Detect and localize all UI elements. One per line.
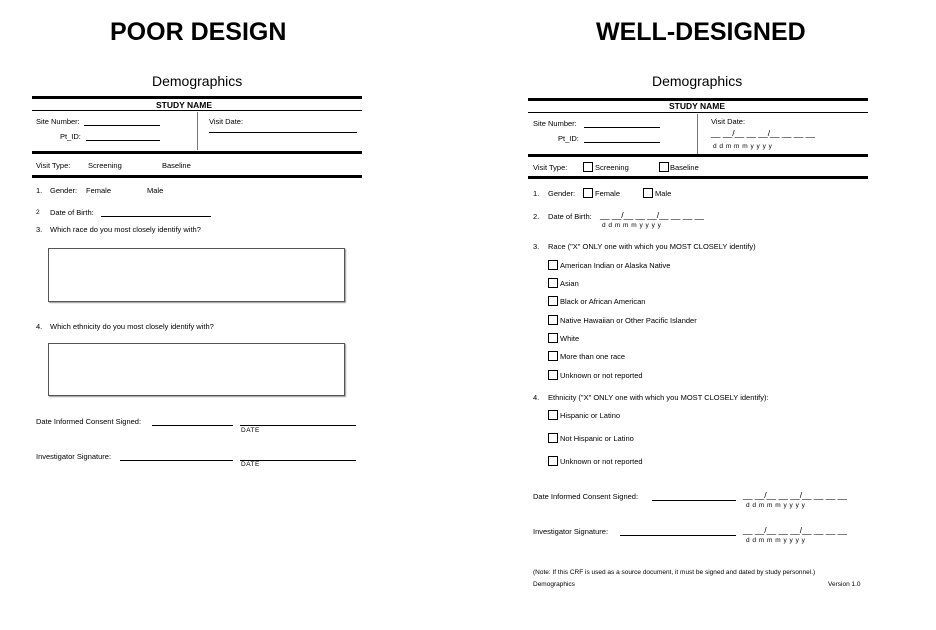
good-ethnicity-option: Unknown or not reported (560, 457, 643, 466)
poor-study-rule (32, 110, 362, 111)
good-design-heading: WELL-DESIGNED (596, 18, 806, 46)
good-q3-label: Race ("X" ONLY one with which you MOST CLOSELY identify) (548, 242, 756, 251)
good-consent-label: Date Informed Consent Signed: (533, 492, 639, 501)
poor-visit-date-label: Visit Date: (209, 117, 244, 126)
good-race-option: More than one race (560, 352, 626, 361)
good-visit-type-screening: Screening (595, 163, 629, 172)
good-ethnicity-checkbox[interactable] (548, 456, 558, 466)
poor-q2-label: Date of Birth: (50, 208, 94, 217)
good-study-rule (528, 112, 868, 113)
good-source-note: (Note: If this CRF is used as a source document, it must be signed and dated by study personnel.) (533, 569, 816, 576)
poor-investigator-date-caption: DATE (241, 461, 260, 468)
good-baseline-checkbox[interactable] (659, 162, 669, 172)
good-gender-male: Male (655, 189, 672, 198)
poor-ethnicity-textbox[interactable] (48, 343, 345, 396)
good-race-checkbox[interactable] (548, 315, 558, 325)
good-study-name: STUDY NAME (669, 101, 726, 111)
good-race-option: American Indian or Alaska Native (560, 261, 671, 270)
poor-consent-label: Date Informed Consent Signed: (36, 417, 142, 426)
good-ethnicity-checkbox[interactable] (548, 410, 558, 420)
good-race-option: Native Hawaiian or Other Pacific Islander (560, 316, 697, 325)
good-race-checkbox[interactable] (548, 296, 558, 306)
good-race-option: Asian (560, 279, 579, 288)
good-q2-number: 2. (533, 212, 540, 221)
poor-q1-label: Gender: (50, 186, 78, 195)
poor-q4-label: Which ethnicity do you most closely identify with? (50, 322, 214, 331)
good-visit-type-rule (528, 176, 868, 179)
good-header-divider (697, 114, 698, 154)
poor-visit-date-field[interactable] (209, 132, 357, 133)
good-site-number-field[interactable] (584, 127, 660, 128)
poor-top-rule (32, 96, 362, 99)
poor-investigator-label: Investigator Signature: (36, 452, 112, 461)
poor-investigator-field[interactable] (120, 460, 233, 461)
good-form-title: Demographics (652, 73, 743, 89)
good-consent-date-caption: d d m m m y y y y (746, 502, 806, 509)
poor-pt-id-field[interactable] (86, 140, 160, 141)
poor-q2-number: 2 (36, 209, 41, 216)
poor-gender-female[interactable]: Female (86, 186, 112, 195)
good-visit-date-field[interactable]: __ __/__ __ __/__ __ __ __ (711, 128, 815, 138)
good-footer-right: Version 1.0 (828, 581, 861, 588)
poor-pt-id-label: Pt_ID: (60, 132, 81, 141)
poor-gender-male[interactable]: Male (147, 186, 164, 195)
good-visit-date-caption: d d m m m y y y y (713, 143, 773, 150)
good-q3-number: 3. (533, 242, 540, 251)
poor-site-number-field[interactable] (84, 125, 160, 126)
good-investigator-label: Investigator Signature: (533, 527, 609, 536)
good-visit-type-label: Visit Type: (533, 163, 568, 172)
poor-q1-number: 1. (36, 186, 43, 195)
poor-visit-type-rule (32, 175, 362, 178)
poor-consent-date-field[interactable] (240, 425, 356, 426)
poor-q3-number: 3. (36, 225, 43, 234)
good-investigator-field[interactable] (620, 535, 736, 536)
good-gender-female-checkbox[interactable] (583, 188, 593, 198)
good-footer-left: Demographics (533, 581, 575, 588)
good-investigator-date-field[interactable]: __ __/__ __ __/__ __ __ __ (743, 525, 847, 535)
poor-consent-date-caption: DATE (241, 427, 260, 434)
good-consent-field[interactable] (652, 500, 736, 501)
poor-consent-field[interactable] (152, 425, 233, 426)
good-race-checkbox[interactable] (548, 278, 558, 288)
good-pt-id-field[interactable] (584, 142, 660, 143)
good-race-option: White (560, 334, 580, 343)
good-gender-female: Female (595, 189, 621, 198)
poor-site-number-label: Site Number: (36, 117, 80, 126)
good-race-option: Unknown or not reported (560, 371, 643, 380)
good-q2-label: Date of Birth: (548, 212, 592, 221)
good-gender-male-checkbox[interactable] (643, 188, 653, 198)
good-race-checkbox[interactable] (548, 260, 558, 270)
good-q1-number: 1. (533, 189, 540, 198)
good-pt-id-label: Pt_ID: (558, 134, 579, 143)
good-site-number-label: Site Number: (533, 119, 577, 128)
poor-q4-number: 4. (36, 322, 43, 331)
poor-visit-type-screening[interactable]: Screening (88, 161, 122, 170)
poor-race-textbox[interactable] (48, 248, 345, 302)
good-q4-label: Ethnicity ("X" ONLY one with which you MOST CLOSELY identify): (548, 393, 769, 402)
good-visit-date-label: Visit Date: (711, 117, 746, 126)
good-ethnicity-option: Hispanic or Latino (560, 411, 621, 420)
poor-study-name: STUDY NAME (156, 100, 213, 110)
good-dob-caption: d d m m m y y y y (602, 222, 662, 229)
good-dob-field[interactable]: __ __/__ __ __/__ __ __ __ (600, 210, 704, 220)
good-race-checkbox[interactable] (548, 351, 558, 361)
poor-form-title: Demographics (152, 73, 243, 89)
poor-visit-type-label: Visit Type: (36, 161, 71, 170)
good-investigator-date-caption: d d m m m y y y y (746, 537, 806, 544)
good-ethnicity-option: Not Hispanic or Latino (560, 434, 634, 443)
good-race-option: Black or African American (560, 297, 646, 306)
good-race-checkbox[interactable] (548, 370, 558, 380)
poor-header-bottom-rule (32, 151, 362, 154)
poor-design-heading: POOR DESIGN (110, 18, 287, 46)
good-q1-label: Gender: (548, 189, 576, 198)
poor-q3-label: Which race do you most closely identify with? (50, 225, 201, 234)
good-consent-date-field[interactable]: __ __/__ __ __/__ __ __ __ (743, 490, 847, 500)
good-q4-number: 4. (533, 393, 540, 402)
good-header-bottom-rule (528, 154, 868, 157)
poor-visit-type-baseline[interactable]: Baseline (162, 161, 191, 170)
good-visit-type-baseline: Baseline (670, 163, 699, 172)
good-ethnicity-checkbox[interactable] (548, 433, 558, 443)
poor-dob-field[interactable] (101, 216, 211, 217)
poor-header-divider (197, 112, 198, 150)
good-race-checkbox[interactable] (548, 333, 558, 343)
good-screening-checkbox[interactable] (583, 162, 593, 172)
